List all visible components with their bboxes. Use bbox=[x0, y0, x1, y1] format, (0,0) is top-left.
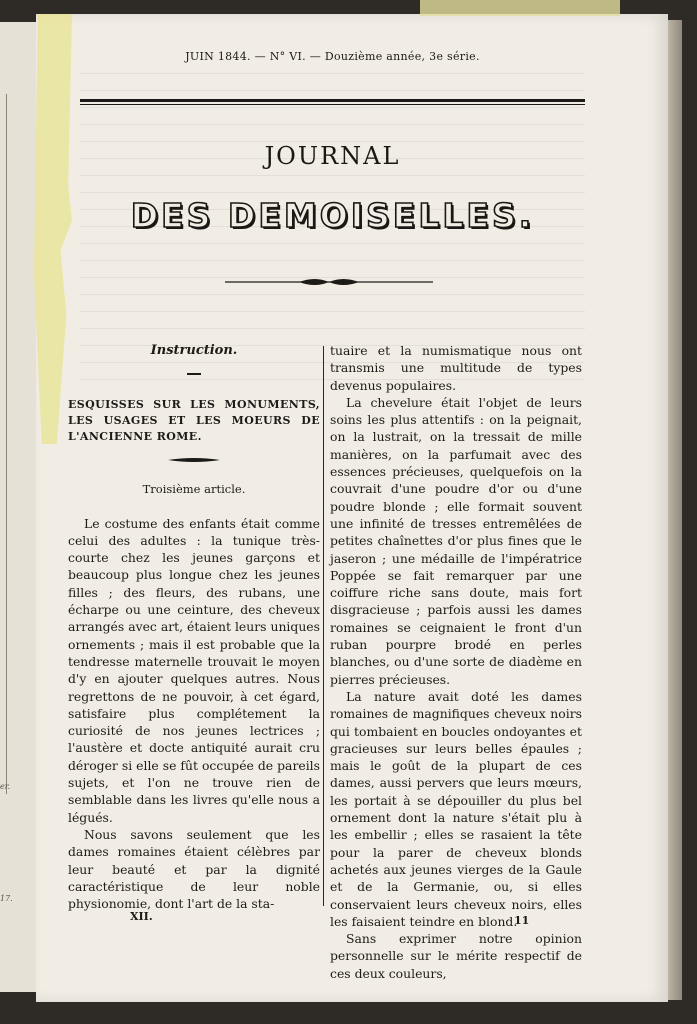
paragraph: Sans exprimer notre opinion personnelle sur le mérite respectif de ces deux couleurs, bbox=[330, 931, 582, 981]
section-title: Instruction. bbox=[150, 343, 238, 358]
masthead-title: DES DEMOISELLES. bbox=[130, 196, 535, 235]
header-rule bbox=[80, 99, 585, 102]
issue-header: JUIN 1844. — N° VI. — Douzième année, 3e série. bbox=[185, 50, 480, 63]
left-column bbox=[68, 342, 320, 912]
paragraph: tuaire et la numismatique nous ont transmis une multitude de types devenus populaires. bbox=[330, 343, 582, 393]
masthead-journal: JOURNAL bbox=[264, 142, 401, 170]
left-page-fragment: er. bbox=[0, 782, 11, 791]
right-column bbox=[330, 342, 582, 982]
left-page-rule bbox=[6, 94, 7, 794]
paragraph: Le costume des enfants était comme celui des adultes : la tunique très-courte chez les jeunes garçons et beaucoup plus longue chez les jeunes filles ; des fleurs, des rubans, une écharpe ou une ceinture, des cheveux arrangés avec art, étaient leurs uniques ornements ; mais il est probable que la tendresse maternelle trouvait le moyen d'y en ajouter quelques autres. Nous regrettons de ne pouvoir, à cet égard, satisfaire plus complétement la curiosité de nos jeunes lectrices ; l'austère et docte antiquité aurait cru déroger si elle se fût occupée de pareils sujets, et l'on ne trouve rien de semblable dans les livres qu'elle nous a légués. bbox=[68, 515, 320, 825]
signature-mark: XII. bbox=[130, 910, 153, 923]
page-number: 11 bbox=[514, 914, 530, 927]
dash-ornament bbox=[187, 373, 201, 375]
article-subheading: Troisième article. bbox=[142, 482, 246, 497]
article-heading: ESQUISSES SUR LES MONUMENTS, LES USAGES ET LES MOEURS DE L'ANCIENNE ROME. bbox=[68, 398, 320, 444]
header-rule-thin bbox=[80, 104, 585, 105]
left-page-fragment: 17. bbox=[0, 894, 13, 903]
paper-tab-top bbox=[420, 0, 620, 16]
adjacent-left-page bbox=[0, 22, 37, 992]
column-divider bbox=[323, 346, 324, 906]
small-ornament bbox=[168, 457, 220, 463]
paragraph: La chevelure était l'objet de leurs soins les plus attentifs : on la peignait, on la lustrait, on la tressait de mille manières, on la parfumait avec des essences précieuses, quelquefois on la couvrait d'une poudre d'or ou d'une poudre blonde ; elle formait souvent une infinité de tresses entremêlées de petites chaînettes d'or plus fines que le jaseron ; une médaille de l'impératrice Poppée se fait remarquer par une coiffure riche sans doute, mais fort disgracieuse ; parfois aussi les dames romaines se ceignaient le front d'un ruban pourpre brodé en perles blanches, ou d'une sorte de diadème en pierres précieuses. bbox=[330, 394, 582, 687]
ornament-divider bbox=[225, 276, 433, 288]
paragraph: La nature avait doté les dames romaines de magnifiques cheveux noirs qui tombaient en boucles ondoyantes et gracieuses sur leurs belles épaules ; mais le goût de la plupart de ces dames, aussi pervers que leurs mœurs, les portait à se dépouiller du plus bel ornement dont la nature s'était plu à les embellir ; elles se rasaient la tête pour la parer de cheveux blonds achetés aux jeunes vierges de la Gaule et de la Germanie, ou, si elles conservaient leurs cheveux noirs, elles les faisaient teindre en blond. bbox=[330, 688, 582, 929]
paragraph: Nous savons seulement que les dames romaines étaient célèbres par leur beauté et par la dignité caractéristique de leur noble physionomie, dont l'art de la sta- bbox=[68, 826, 320, 912]
